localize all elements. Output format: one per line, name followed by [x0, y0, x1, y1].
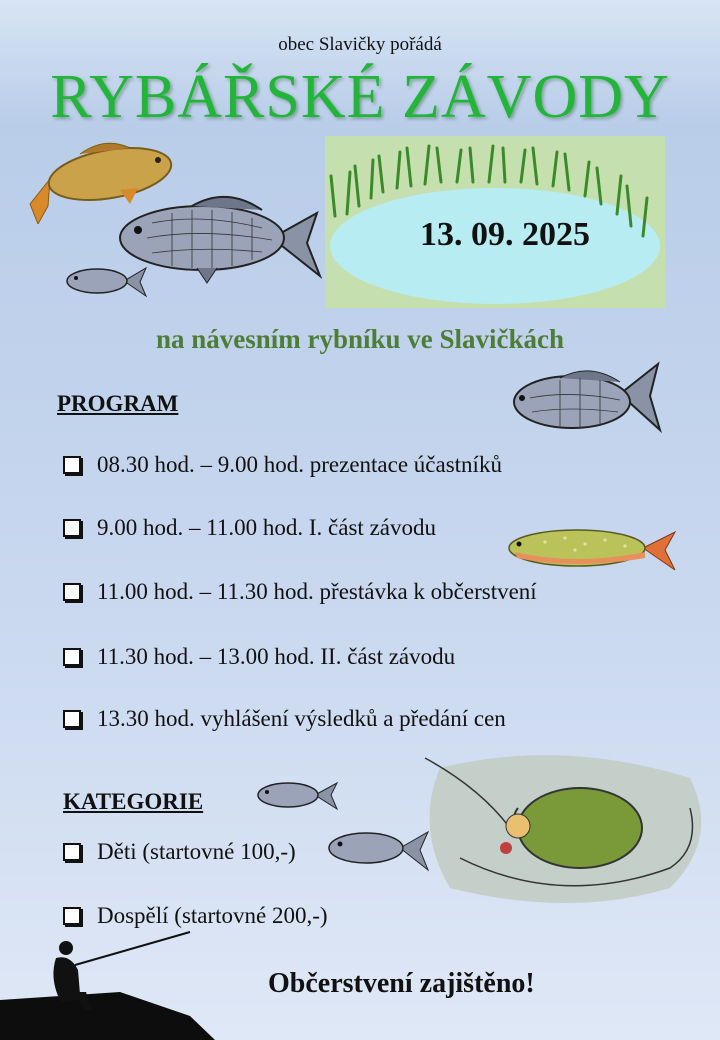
- program-item-text: 08.30 hod. – 9.00 hod. prezentace účastníků: [97, 452, 502, 477]
- program-item: [63, 452, 502, 478]
- checkbox-icon: [63, 583, 81, 601]
- bait-carp-icon: [420, 748, 710, 908]
- small-fish-icon: [326, 824, 430, 876]
- program-item: [63, 515, 436, 541]
- category-item-text: Děti (startovné 100,-): [97, 839, 296, 864]
- program-item: [63, 706, 506, 732]
- program-item: [63, 579, 537, 605]
- program-item-text: 9.00 hod. – 11.00 hod. I. část závodu: [97, 515, 436, 540]
- checkbox-icon: [63, 843, 81, 861]
- small-fish-icon: [255, 777, 339, 813]
- category-item: [63, 903, 328, 929]
- checkbox-icon: [63, 710, 81, 728]
- small-fish-icon: [62, 262, 148, 300]
- categories-heading: KATEGORIE: [63, 789, 204, 814]
- poster-title: RYBÁŘSKÉ ZÁVODY: [50, 63, 670, 131]
- program-item: [63, 644, 455, 670]
- checkbox-icon: [63, 456, 81, 474]
- trout-icon: [505, 518, 677, 578]
- program-item-text: 11.00 hod. – 11.30 hod. přestávka k občerstvení: [97, 579, 537, 604]
- program-heading: PROGRAM: [57, 391, 179, 416]
- checkbox-icon: [63, 648, 81, 666]
- program-item-text: 13.30 hod. vyhlášení výsledků a předání cen: [97, 706, 506, 731]
- category-item-text: Dospělí (startovné 200,-): [97, 903, 328, 928]
- event-date: 13. 09. 2025: [420, 216, 590, 253]
- refreshments-note: Občerstvení zajištěno!: [268, 968, 535, 999]
- organizer-text: obec Slavičky pořádá: [278, 34, 442, 55]
- fish-icon: [510, 358, 662, 440]
- checkbox-icon: [63, 907, 81, 925]
- checkbox-icon: [63, 519, 81, 537]
- category-item: [63, 839, 296, 865]
- program-item-text: 11.30 hod. – 13.00 hod. II. část závodu: [97, 644, 456, 669]
- venue-text: na návesním rybníku ve Slavičkách: [155, 324, 565, 354]
- fisherman-icon: [0, 930, 215, 1040]
